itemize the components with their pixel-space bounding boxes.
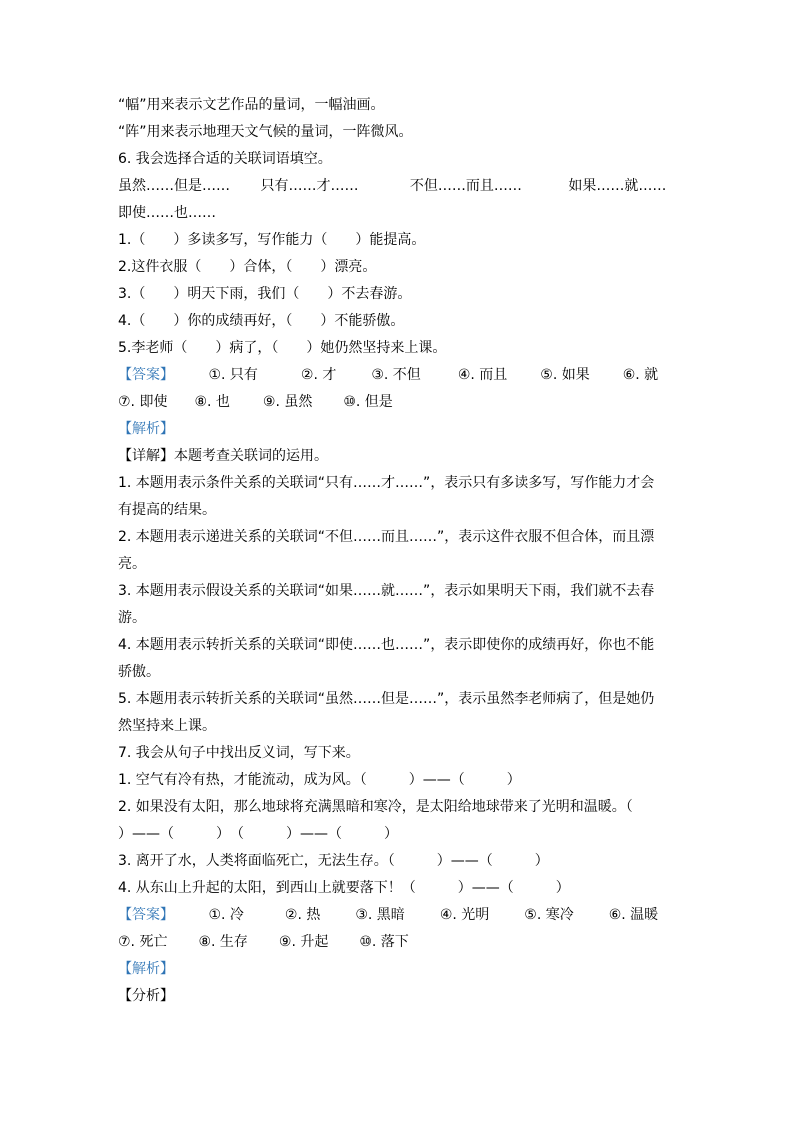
q6-item: 1.（ ）多读多写，写作能力（ ）能提高。	[118, 232, 426, 248]
q6-answer-row	[118, 362, 680, 389]
q7-item: 3. 离开了水，人类将面临死亡，无法生存。（ ）——（ ）	[118, 853, 549, 869]
answer: ⑨. 虽然	[262, 394, 313, 410]
answer: ⑤. 如果	[540, 367, 590, 383]
answer: ⑧. 生存	[198, 934, 248, 950]
answer-label: 【答案】	[118, 907, 174, 923]
explanation-line: 然坚持来上课。	[118, 718, 216, 734]
analysis-label: 【解析】	[118, 421, 174, 437]
intro-line: “阵”用来表示地理天文气候的量词，一阵微风。	[118, 124, 413, 140]
option: 虽然……但是……	[118, 178, 230, 194]
analysis-sub-label: 【分析】	[118, 988, 174, 1004]
q7-item: 4. 从东山上升起的太阳，到西山上就要落下！（ ）——（ ）	[118, 880, 570, 896]
q7-item: ）——（ ） （ ）——（ ）	[118, 826, 398, 842]
q6-item: 2.这件衣服（ ）合体，（ ）漂亮。	[118, 259, 377, 275]
answer: ⑥. 就	[622, 367, 659, 383]
answer: ⑦. 死亡	[118, 934, 168, 950]
detail-label: 【详解】	[118, 448, 174, 464]
answer: ⑤. 寒冷	[524, 907, 574, 923]
answer: ③. 不但	[371, 367, 421, 383]
question-6-title: 6. 我会选择合适的关联词语填空。	[118, 151, 332, 167]
answer: ②. 热	[284, 907, 321, 923]
explanation-line: 1. 本题用表示条件关系的关联词“只有……才……”，表示只有多读多写，写作能力才会	[118, 475, 655, 491]
conjunction-options	[118, 173, 680, 200]
option: 如果……就……	[568, 178, 667, 194]
intro-line: “幅”用来表示文艺作品的量词，一幅油画。	[118, 97, 385, 113]
explanation-line: 有提高的结果。	[118, 502, 216, 518]
explanation-line: 亮。	[118, 556, 146, 572]
option: 即使……也……	[118, 205, 216, 221]
answer-label: 【答案】	[118, 367, 174, 383]
explanation-line: 骄傲。	[118, 664, 160, 680]
q6-item: 3.（ ）明天下雨，我们（ ）不去春游。	[118, 286, 412, 302]
answer: ③. 黑暗	[355, 907, 405, 923]
answer: ⑨. 升起	[278, 934, 329, 950]
document-page	[118, 92, 680, 1010]
answer: ⑦. 即使	[118, 394, 168, 410]
option: 只有……才……	[260, 178, 359, 194]
q7-answer-row	[118, 929, 680, 956]
answer: ①. 冷	[208, 907, 244, 923]
q6-answer-row	[118, 389, 680, 416]
question-7-title: 7. 我会从句子中找出反义词，写下来。	[118, 745, 360, 761]
explanation-line: 3. 本题用表示假设关系的关联词“如果……就……”，表示如果明天下雨，我们就不去春	[118, 583, 655, 599]
q7-item: 1. 空气有冷有热，才能流动，成为风。（ ）——（ ）	[118, 772, 521, 788]
option: 不但……而且……	[409, 178, 522, 194]
answer: ⑩. 落下	[359, 934, 409, 950]
detail-line	[118, 443, 680, 470]
answer: ⑩. 但是	[343, 394, 393, 410]
q7-item: 2. 如果没有太阳，那么地球将充满黑暗和寒冷，是太阳给地球带来了光明和温暖。（	[118, 799, 633, 815]
q6-item: 5.李老师（ ）病了，（ ）她仍然坚持来上课。	[118, 340, 447, 356]
explanation-line: 4. 本题用表示转折关系的关联词“即使……也……”，表示即使你的成绩再好，你也不能	[118, 637, 655, 653]
explanation-line: 5. 本题用表示转折关系的关联词“虽然……但是……”，表示虽然李老师病了，但是她仍	[118, 691, 655, 707]
answer: ①. 只有	[208, 367, 258, 383]
answer: ②. 才	[300, 367, 337, 383]
explanation-line: 2. 本题用表示递进关系的关联词“不但……而且……”，表示这件衣服不但合体，而且漂	[118, 529, 655, 545]
answer: ⑥. 温暖	[608, 907, 659, 923]
answer: ④. 光明	[439, 907, 490, 923]
detail-text: 本题考查关联词的运用。	[174, 448, 328, 464]
answer: ⑧. 也	[194, 394, 230, 410]
q7-answer-row	[118, 902, 680, 929]
explanation-line: 游。	[118, 610, 146, 626]
answer: ④. 而且	[457, 367, 508, 383]
q6-item: 4.（ ）你的成绩再好，（ ）不能骄傲。	[118, 313, 405, 329]
analysis-label: 【解析】	[118, 961, 174, 977]
